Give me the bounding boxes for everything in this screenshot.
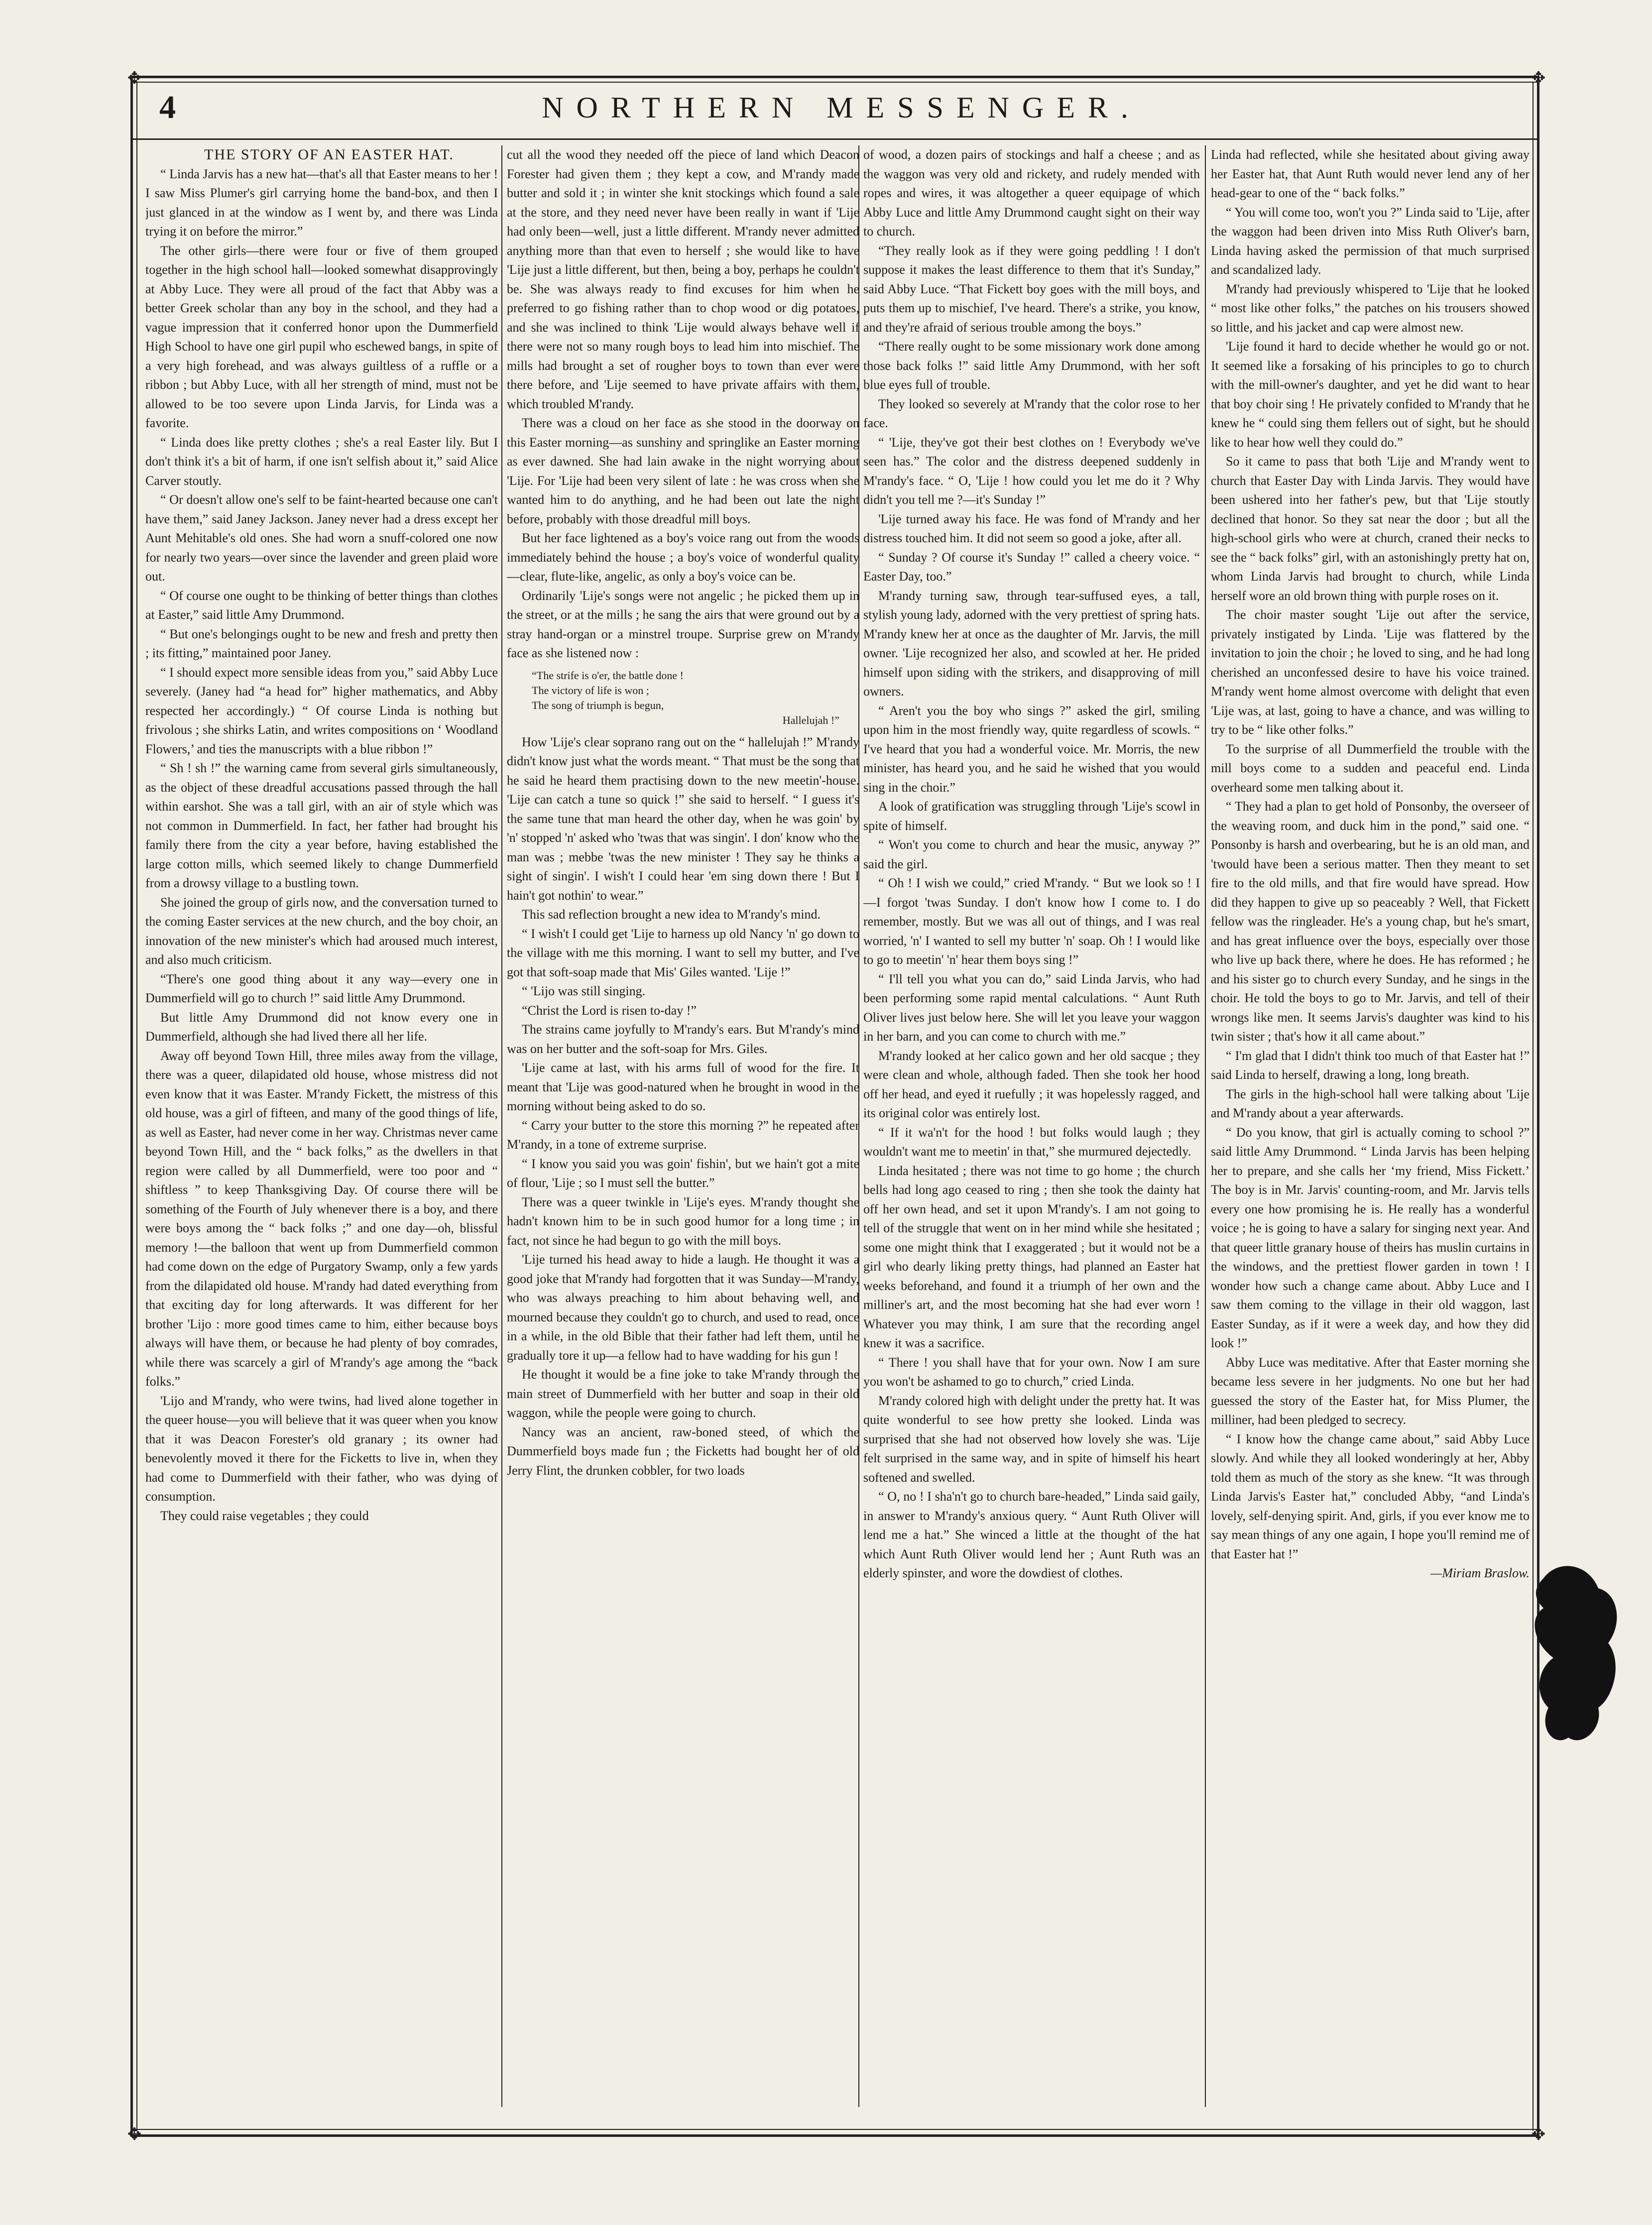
article-paragraph: 'Lije turned his head away to hide a laugh. He thought it was a good joke that M'randy had forgotten that it was Sunday—M'randy, who was always preaching to him about behaving well, and mourned because they couldn't go to church, and used to read, once in a while, in the old Bible that their father had left them, until he gradually tore it up—a fellow had to have wadding for his gun ! <box>507 1252 859 1363</box>
article-paragraph: How 'Lije's clear soprano rang out on the “ hallelujah !” M'randy didn't know just what the words meant. “ That must be the song that he said he heard them practising down to the new meetin'-house. 'Lije can catch a tune so quick !” she said to herself. “ I guess it's the same tune that man heard the other day, when he was goin' by 'n' stopped 'n' asked who 'twas that was singin'. I don' know who the man was ; mebbe 'twas the new minister ! They say he thinks a sight of singin'. I wish't I could hear 'em sing down there ! But I hain't got nothin' to wear.” <box>507 734 859 903</box>
hymn-verse <box>532 668 859 728</box>
article-paragraph: “Christ the Lord is risen to-day !” <box>522 1003 697 1018</box>
article-paragraph: 'Lije turned away his face. He was fond of M'randy and her distress touched him. It did not seem so good a joke, after all. <box>863 511 1200 545</box>
article-paragraph: This sad reflection brought a new idea to M'randy's mind. <box>522 907 821 922</box>
article-paragraph: “There really ought to be some missionary work done among those back folks !” said little Amy Drummond, with her soft blue eyes full of trouble. <box>863 339 1200 392</box>
article-paragraph: “ Aren't you the boy who sings ?” asked the girl, smiling upon him in the most friendly way, quite regardless of scowls. “ I've heard that you had a wonderful voice. Mr. Morris, the new minister, has heard you, and he said he wished that you would sing in the choir.” <box>863 703 1200 795</box>
article-paragraph: Linda hesitated ; there was not time to go home ; the church bells had long ago ceased to ring ; then she took the dainty hat off her own head, and set it upon M'randy's. I am not going to tell of the struggle that went on in her mind while she hesitated ; some one might think that I exaggerated ; but it would not be a girl who dearly liking pretty things, had planned an Easter hat weeks beforehand, and found it a triumph of her own and the milliner's art, and the most becoming hat she had ever worn ! Whatever you may think, I am sure that the recording angel knew it was a sacrifice. <box>863 1163 1200 1350</box>
bottom-right-ornament: ✥ <box>1531 2125 1546 2144</box>
article-column-1 <box>145 145 498 2102</box>
article-paragraph: “ Do you know, that girl is actually coming to school ?” said little Amy Drummond. “ Linda Jarvis has been helping her to prepare, and she calls her ‘my friend, Miss Fickett.’ The boy is in Mr. Jarvis' counting-room, and Mr. Jarvis tells every one how promising he is. He really has a wonderful voice ; he is going to have a salary for singing next year. And that queer little granary house of theirs has muslin curtains in the windows, and the prettiest flower garden in town ! I wonder how such a change came about. Abby Luce and I saw them coming to the village in their old waggon, last Easter Sunday, as if it were a week day, and how they did look !” <box>1211 1125 1530 1350</box>
article-paragraph: They looked so severely at M'randy that the color rose to her face. <box>863 396 1200 430</box>
verse-line: The song of triumph is begun, <box>532 699 664 711</box>
article-paragraph: The strains came joyfully to M'randy's ears. But M'randy's mind was on her butter and the soft-soap for Mrs. Giles. <box>507 1022 859 1056</box>
article-paragraph: She joined the group of girls now, and the conversation turned to the coming Easter services at the new church, and the boy choir, an innovation of the new minister's which had aroused much interest, and also much criticism. <box>145 895 498 967</box>
article-paragraph: “ I know how the change came about,” said Abby Luce slowly. And while they all looked wonderingly at her, Abby told them as much of the story as she knew. “It was through Linda Jarvis's Easter hat,” concluded Abby, “and Linda's lovely, self-denying spirit. And, girls, if you ever know me to say mean things of any one again, I hope you'll remind me of that Easter hat !” <box>1211 1431 1530 1561</box>
article-paragraph: The girls in the high-school hall were talking about 'Lije and M'randy about a year afterwards. <box>1211 1086 1530 1120</box>
article-paragraph: “ I'll tell you what you can do,” said Linda Jarvis, who had been performing some rapid mental calculations. “ Aunt Ruth Oliver lives just below here. She will let you leave your waggon in her barn, and you can come to church with me.” <box>863 971 1200 1044</box>
article-paragraph: “ Won't you come to church and hear the music, anyway ?” said the girl. <box>863 837 1200 871</box>
article-paragraph: But little Amy Drummond did not know every one in Dummerfield, although she had lived there all her life. <box>145 1010 498 1044</box>
bottom-left-ornament: ✥ <box>127 2125 142 2144</box>
article-paragraph: “ Sunday ? Of course it's Sunday !” called a cheery voice. “ Easter Day, too.” <box>863 550 1200 584</box>
article-paragraph: “ Of course one ought to be thinking of better things than clothes at Easter,” said little Amy Drummond. <box>145 588 498 622</box>
article-paragraph: But her face lightened as a boy's voice rang out from the woods immediately behind the house ; a boy's voice of wonderful quality—clear, flute-like, angelic, as only a boy's voice can be. <box>507 531 859 584</box>
frame-bottom-rule <box>130 2134 1539 2137</box>
article-paragraph: Linda had reflected, while she hesitated about giving away her Easter hat, that Aunt Ruth would never lend any of her head-gear to one of the “ back folks.” <box>1211 147 1530 200</box>
article-paragraph: 'Lije found it hard to decide whether he would go or not. It seemed like a forsaking of his principles to go to church with the mill-owner's daughter, and yet he did want to hear that boy choir sing ! He privately confided to M'randy that he knew he “ could sing them fellers out of sight, but he should like to hear how well they could do.” <box>1211 339 1530 450</box>
article-paragraph: Ordinarily 'Lije's songs were not angelic ; he picked them up in the street, or at the mills ; he sang the airs that were ground out by a stray hand-organ or a minstrel troupe. Surprise grew on M'randy face as she listened now : <box>507 588 859 660</box>
article-paragraph: “ Linda Jarvis has a new hat—that's all that Easter means to her ! I saw Miss Plumer's girl carrying home the band-box, and then I just glanced in at the window as I went by, and there was Linda trying it on before the mirror.” <box>145 166 498 238</box>
story-title: THE STORY OF AN EASTER HAT. <box>204 146 454 163</box>
frame-top-rule <box>130 76 1539 78</box>
article-paragraph: “ O, no ! I sha'n't go to church bare-headed,” Linda said gaily, in answer to M'randy's anxious query. “ Aunt Ruth Oliver will lend me a hat.” She winced a little at the thought of the hat which Aunt Ruth Oliver would lend her ; Aunt Ruth was an elderly spinster, and wore the dowdiest of clothes. <box>863 1489 1200 1580</box>
page-header <box>139 89 1543 136</box>
article-paragraph: “ There ! you shall have that for your own. Now I am sure you won't be ashamed to go to church,” cried Linda. <box>863 1355 1200 1389</box>
article-paragraph: So it came to pass that both 'Lije and M'randy went to church that Easter Day with Linda Jarvis. They would have been ushered into her father's pew, but that 'Lije stoutly declined that honor. So they sat near the door ; but all the high-school girls who were at church, craned their necks to see the “ back folks” girl, with an astonishingly pretty hat on, whom Linda Jarvis had brought to church, while Linda herself wore an old brown thing with purple roses on it. <box>1211 454 1530 603</box>
article-paragraph: “ I know you said you was goin' fishin', but we hain't got a mite of flour, 'Lije ; so I must sell the butter.” <box>507 1156 859 1190</box>
article-paragraph: “ If it wa'n't for the hood ! but folks would laugh ; they wouldn't want me to meetin' in that,” she murmured dejectedly. <box>863 1125 1200 1159</box>
article-paragraph: 'Lijo and M'randy, who were twins, had lived alone together in the queer house—you will believe that it was queer when you know that it was Deacon Forester's old granary ; its owner had benevolently moved it there for the Ficketts to live in, when they had come to Dummerfield with their father, who was dying of consumption. <box>145 1393 498 1504</box>
frame-right-rule-inner <box>1533 82 1534 2131</box>
article-paragraph: To the surprise of all Dummerfield the trouble with the mill boys come to a sudden and peaceful end. Linda overheard some men talking about it. <box>1211 741 1530 795</box>
article-column-2 <box>507 145 859 2102</box>
article-paragraph: The other girls—there were four or five of them grouped together in the high school hall—looked somewhat disapprovingly at Abby Luce. They were all proud of the fact that Abby was a better Greek scholar than any boy in the school, and they had a vague impression that it conferred honor upon the Dummerfield High School to have one girl pupil who eschewed bangs, in spite of a very high forehead, and was always guiltless of a ruffle or a ribbon ; but Abby Luce, with all her strength of mind, must not be allowed to be too severe upon Linda Jarvis, for Linda was a favorite. <box>145 243 498 430</box>
frame-left-rule <box>130 76 133 2137</box>
article-paragraph: “ I'm glad that I didn't think too much of that Easter hat !” said Linda to herself, drawing a long, long breath. <box>1211 1048 1530 1082</box>
article-paragraph: 'Lije came at last, with his arms full of wood for the fire. It meant that 'Lije was good-natured when he brought in wood in the morning without being asked to do so. <box>507 1060 859 1113</box>
article-paragraph: There was a queer twinkle in 'Lije's eyes. M'randy thought she hadn't known him to be in such good humor for a long time ; in fact, not since he had begun to go with the mill boys. <box>507 1194 859 1248</box>
article-paragraph: Abby Luce was meditative. After that Easter morning she became less severe in her judgments. No one but her had guessed the story of the Easter hat, for Miss Plumer, the milliner, had been pledged to secrecy. <box>1211 1355 1530 1427</box>
header-bottom-rule <box>130 138 1539 140</box>
article-paragraph: M'randy looked at her calico gown and her old sacque ; they were clean and whole, although faded. Then she took her hood off her head, and eyed it ruefully ; it was hopelessly ragged, and its original color was entirely lost. <box>863 1048 1200 1120</box>
frame-left-rule-inner <box>136 82 137 2131</box>
article-paragraph: cut all the wood they needed off the piece of land which Deacon Forester had given them ; they kept a cow, and M'randy made butter and sold it ; in winter she knit stockings which found a sale at the store, and they need never have been really in want if 'Lije had only been—well, just a little different. M'randy never admitted anything more than that even to herself ; she would like to have 'Lije just a little different, but then, being a boy, perhaps he couldn't be. She was always ready to find excuses for him when he preferred to go fishing rather than to chop wood or dig potatoes, and she was inclined to think 'Lije would always behave well if there were not so many rough boys to lead him into mischief. The mills had brought a set of rougher boys to town than ever were there before, and 'Lije seemed to have private affairs with them, which troubled M'randy. <box>507 147 859 411</box>
frame-bottom-rule-inner <box>130 2129 1539 2130</box>
verse-line: “The strife is o'er, the battle done ! <box>532 669 684 682</box>
article-paragraph: “ 'Lijo was still singing. <box>522 984 646 998</box>
article-paragraph: M'randy had previously whispered to 'Lije that he looked “ most like other folks,” the patches on his trousers showed so little, and his jacket and cap were almost new. <box>1211 281 1530 335</box>
article-paragraph: Nancy was an ancient, raw-boned steed, of which the Dummerfield boys made fun ; the Ficketts had bought her of old Jerry Flint, the drunken cobbler, for two loads <box>507 1424 859 1478</box>
top-left-ornament: ✥ <box>127 69 142 88</box>
article-paragraph: of wood, a dozen pairs of stockings and half a cheese ; and as the waggon was very old and rickety, and rudely mended with ropes and wires, it was altogether a queer equipage of which Abby Luce and little Amy Drummond caught sight on their way to church. <box>863 147 1200 238</box>
article-column-3 <box>863 145 1200 2102</box>
column-divider-3 <box>1205 145 1206 2107</box>
article-paragraph: “ 'Lije, they've got their best clothes on ! Everybody we've seen has.” The color and the distress deepened suddenly in M'randy's face. “ O, 'Lije ! how could you let me do it ? Why didn't you tell me ?—it's Sunday !” <box>863 435 1200 507</box>
verse-line: Hallelujah !” <box>782 713 839 726</box>
article-paragraph: A look of gratification was struggling through 'Lije's scowl in spite of himself. <box>863 799 1200 833</box>
article-paragraph: “ I should expect more sensible ideas from you,” said Abby Luce severely. (Janey had “a head for” higher mathematics, and Abby respected her accordingly.) “ Of course Linda is nothing but frivolous ; she shirks Latin, and writes compositions on ‘ Woodland Flowers,’ and ties the manuscripts with a blue ribbon !” <box>145 665 498 756</box>
author-signature: —Miriam Braslow. <box>1430 1566 1530 1580</box>
article-paragraph: “ Or doesn't allow one's self to be faint-hearted because one can't have them,” said Janey Jackson. Janey never had a dress except her Aunt Mehitable's old ones. She had worn a snuff-colored one now for nearly two years—over since the lavender and green plaid wore out. <box>145 492 498 584</box>
article-paragraph: He thought it would be a fine joke to take M'randy through the main street of Dummerfield with her butter and soap in their old waggon, while the people were going to church. <box>507 1367 859 1420</box>
article-paragraph: They could raise vegetables ; they could <box>160 1508 369 1523</box>
frame-right-rule <box>1537 76 1539 2137</box>
article-paragraph: “ You will come too, won't you ?” Linda said to 'Lije, after the waggon had been driven into Miss Ruth Oliver's barn, Linda having asked the permission of that much surprised and scandalized lady. <box>1211 205 1530 277</box>
article-paragraph: “ Linda does like pretty clothes ; she's a real Easter lily. But I don't think it's a bit of harm, if one isn't selfish about it,” said Alice Carver stoutly. <box>145 435 498 488</box>
top-right-ornament: ✥ <box>1531 69 1546 88</box>
article-paragraph: “There's one good thing about it any way—every one in Dummerfield will go to church !” said little Amy Drummond. <box>145 971 498 1005</box>
article-paragraph: The choir master sought 'Lije out after the service, privately instigated by Linda. 'Lije was flattered by the invitation to join the choir ; he loved to sing, and he had long cherished an unconfessed desire to have his voice trained. M'randy went home almost overcome with delight that even 'Lije was, at last, going to have a chance, and was willing to try to be “ like other folks.” <box>1211 607 1530 737</box>
article-paragraph: “ But one's belongings ought to be new and fresh and pretty then ; its fitting,” maintained poor Janey. <box>145 626 498 660</box>
article-paragraph: “ Oh ! I wish we could,” cried M'randy. “ But we look so ! I—I forgot 'twas Sunday. I don't know how I come to. I do remember, mostly. But we was all out of things, and I was real worried, 'n' I wanted to sell my butter 'n' soap. Oh ! I would like to go to meetin' 'n' hear them boys sing !” <box>863 876 1200 967</box>
article-paragraph: “They really look as if they were going peddling ! I don't suppose it makes the least difference to them that it's Sunday,” said Abby Luce. “That Fickett boy goes with the mill boys, and puts them up to mischief, I've heard. There's a strike, you know, and they're afraid of serious trouble among the boys.” <box>863 243 1200 335</box>
ink-stain <box>1524 1548 1623 1757</box>
article-column-4 <box>1211 145 1530 2102</box>
masthead-title: NORTHERN MESSENGER. <box>542 91 1141 124</box>
page-number: 4 <box>159 89 176 125</box>
article-paragraph: M'randy colored high with delight under the pretty hat. It was quite wonderful to see how pretty she looked. Linda was surprised that she had not observed how lovely she was. 'Lije felt surprised in the same way, and in spite of himself his heart softened and swelled. <box>863 1393 1200 1485</box>
frame-top-rule-inner <box>130 82 1539 83</box>
article-paragraph: “ They had a plan to get hold of Ponsonby, the overseer of the weaving room, and duck him in the pond,” said one. “ Ponsonby is harsh and overbearing, but he is an old man, and 'twould have been a serious matter. Then they meant to set fire to the old mills, and that fire would have spread. How did they happen to give up so peaceably ? Well, that Fickett fellow was the ringleader. He's a young chap, but he's smart, and has great influence over the boys, especially over those who live up back there, where he does. He has reformed ; he and his sister go to church every Sunday, and he sings in the choir. He told the boys to go to Mr. Jarvis, and tell of their wrongs like men. It seems Jarvis's daughter was kind to his twin sister ; that's how it all came about.” <box>1211 799 1530 1044</box>
article-paragraph: Away off beyond Town Hill, three miles away from the village, there was a queer, dilapidated old house, whose mistress did not even know that it was Easter. M'randy Fickett, the mistress of this old house, was a girl of fifteen, and many of the good things of life, as well as Easter, had never come in her way. Christmas never came beyond Town Hill, and the “ back folks,” as the dwellers in that region were called by all Dummerfield, were too poor and “ shiftless ” to keep Thanksgiving Day. Of course there will be something of the Fourth of July whenever there is a boy, and there were boys among the “ back folks ;” and one day—oh, blissful memory !—the balloon that went up from Dummerfield common had come down on the edge of Purgatory Swamp, only a few yards from the dilapidated old house. M'randy had dated everything from that exciting day for long afterwards. It was different for her brother 'Lijo : more good times came to him, either because boys always will have them, or because he had plenty of boy comrades, while there was scarcely a girl of M'randy's age among the “back folks.” <box>145 1048 498 1389</box>
article-paragraph: M'randy turning saw, through tear-suffused eyes, a tall, stylish young lady, adorned with the very prettiest of spring hats. M'randy knew her at once as the daughter of Mr. Jarvis, the mill owner. 'Lije recognized her also, and scowled at her. He prided himself upon siding with the strikers, and disapproving of mill owners. <box>863 588 1200 699</box>
article-paragraph: “ Sh ! sh !” the warning came from several girls simultaneously, as the object of these dreadful accusations passed through the hall within earshot. She was a tall girl, with an air of style which was not common in Dummerfield. In fact, her father had brought his family there from the city a year before, having established the large cotton mills, which seemed likely to change Dummerfield from a drowsy village to a bustling town. <box>145 761 498 890</box>
article-paragraph: There was a cloud on her face as she stood in the doorway on this Easter morning—as sunshiny and springlike an Easter morning as ever dawned. She had lain awake in the night worrying about 'Lije. For 'Lije had been very silent of late : he was cross when she wanted him to do anything, and he had been out late the night before, probably with those dreadful mill boys. <box>507 416 859 526</box>
column-divider-1 <box>501 145 502 2107</box>
verse-line: The victory of life is won ; <box>532 684 649 697</box>
article-paragraph: “ Carry your butter to the store this morning ?” he repeated after M'randy, in a tone of extreme surprise. <box>507 1118 859 1152</box>
article-paragraph: “ I wish't I could get 'Lije to harness up old Nancy 'n' go down to the village with me this morning. I want to sell my butter, and I've got that soft-soap made that Mis' Giles wanted. 'Lije !” <box>507 926 859 979</box>
